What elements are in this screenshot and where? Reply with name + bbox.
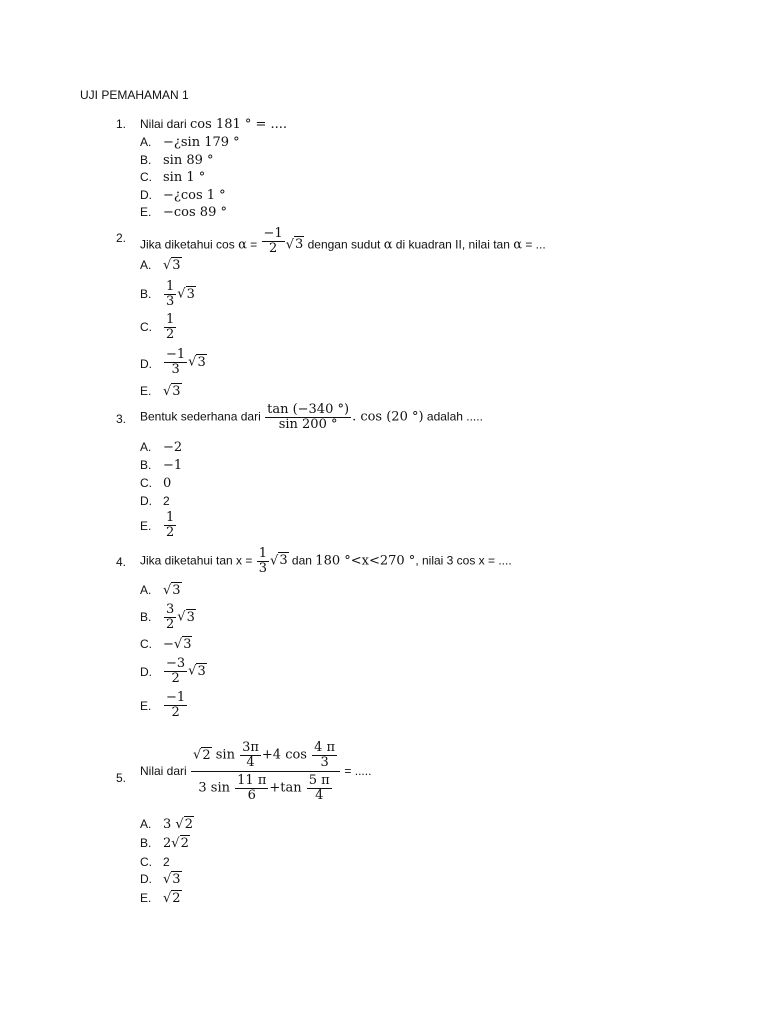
sin-term: 3 sin (198, 780, 230, 796)
option-value: sin 89 ° (163, 153, 214, 168)
option-letter: D. (140, 188, 152, 202)
radicand: 3 (172, 384, 181, 399)
option-letter: C. (140, 637, 152, 651)
option-letter: D. (140, 357, 152, 371)
sqrt-expression: √2 (175, 817, 193, 832)
question-text-segment: Bentuk sederhana dari (140, 409, 265, 424)
option-letter: B. (140, 458, 152, 472)
fraction (262, 227, 285, 255)
sqrt-expression: √3 (188, 663, 206, 679)
sin-function: sin (215, 747, 235, 763)
alpha-symbol: α (513, 237, 522, 253)
coefficient: 2 (163, 836, 172, 851)
option-value: 2 (163, 494, 170, 508)
fraction-numerator: 1 (258, 546, 268, 561)
option-value (163, 637, 192, 652)
fraction-denominator: 2 (166, 616, 175, 632)
question-expression: cos 181 ° = .... (190, 117, 288, 132)
fraction-numerator: −1 (166, 347, 186, 362)
fraction-denominator: 4 (246, 754, 255, 770)
option-letter: E. (140, 384, 152, 398)
fraction-numerator: −3 (166, 656, 186, 671)
question-text-prefix: Nilai dari (140, 117, 191, 131)
option-letter: B. (140, 287, 152, 301)
radicand: 2 (180, 836, 189, 851)
question-text-segment: Jika diketahui tan x = (140, 553, 256, 568)
option-value: √2 (163, 891, 181, 906)
fraction-denominator: 3 (166, 293, 175, 309)
worksheet-title: UJI PEMAHAMAN 1 (80, 88, 189, 102)
option-value (163, 280, 196, 308)
option-letter: E. (140, 519, 152, 533)
fraction-denominator: 4 (315, 787, 324, 803)
option-letter: E. (140, 891, 152, 905)
fraction-numerator: −1 (263, 226, 283, 241)
option-letter: A. (140, 817, 152, 831)
question-number: 5. (116, 771, 127, 785)
option-letter: B. (140, 153, 152, 167)
question-number: 2. (116, 231, 127, 245)
fraction-numerator: 11 π (237, 773, 267, 789)
fraction-denominator: 2 (171, 670, 180, 686)
option-value (163, 691, 188, 719)
compound-numerator (191, 741, 340, 772)
compound-fraction (191, 741, 340, 803)
compound-denominator (191, 772, 340, 802)
option-value: −cos 89 ° (163, 205, 227, 220)
question-text (140, 547, 512, 575)
sqrt-expression: √2 (193, 747, 211, 763)
radicand: 3 (295, 237, 304, 253)
option-letter: A. (140, 583, 152, 597)
sqrt-expression: √3 (188, 354, 206, 370)
fraction-numerator: 5 π (308, 773, 330, 789)
fraction-denominator: 3 (258, 560, 268, 576)
fraction-numerator: 1 (166, 312, 175, 327)
question-number: 1. (116, 117, 127, 131)
option-value: 0 (163, 476, 172, 491)
option-letter: E. (140, 205, 152, 219)
fraction-numerator: 1 (166, 279, 175, 294)
option-value: √3 (163, 872, 181, 887)
radicand: 3 (172, 872, 181, 887)
fraction-numerator: tan (−340 °) (267, 402, 350, 417)
option-value: √3 (163, 583, 181, 598)
fraction-numerator: 3 (166, 602, 175, 617)
option-letter: C. (140, 476, 152, 490)
radicand: 3 (279, 553, 288, 569)
radical-sign: √ (285, 237, 294, 253)
option-letter: A. (140, 135, 152, 149)
option-value (163, 603, 196, 631)
question-text-segment: Nilai dari (140, 763, 191, 778)
option-letter: A. (140, 440, 152, 454)
radicand: 2 (202, 747, 211, 763)
fraction-numerator: −1 (166, 690, 186, 705)
radicand: 3 (186, 286, 195, 302)
fraction (265, 403, 351, 431)
alpha-symbol: α (238, 237, 247, 253)
option-letter: D. (140, 665, 152, 679)
fraction-denominator: 2 (268, 240, 278, 256)
option-value (163, 511, 177, 539)
minus-sign: − (163, 637, 174, 652)
option-letter: A. (140, 258, 152, 272)
sqrt-expression: √3 (177, 286, 195, 302)
fraction (164, 657, 187, 685)
question-text-segment: = ..... (341, 763, 372, 778)
radicand: 3 (172, 258, 181, 273)
question-text-segment: adalah ..... (423, 409, 483, 424)
question-text-segment: dan (288, 553, 316, 568)
question-text (140, 403, 483, 431)
fraction (235, 774, 268, 802)
option-letter: D. (140, 872, 152, 886)
option-value (163, 817, 194, 832)
question-text-segment: Jika diketahui cos (140, 237, 239, 252)
option-value: −¿cos 1 ° (163, 188, 226, 203)
fraction (307, 774, 332, 802)
fraction (257, 547, 269, 575)
question-text (140, 117, 287, 132)
sqrt-expression (286, 236, 305, 252)
radicand: 3 (183, 637, 192, 652)
question-number: 3. (116, 412, 127, 426)
option-letter: B. (140, 610, 152, 624)
option-value (163, 836, 190, 851)
fraction (164, 280, 176, 308)
fraction-denominator: 2 (171, 704, 180, 720)
question-text-segment: = ... (522, 237, 546, 252)
option-value: −2 (163, 440, 183, 455)
fraction (164, 511, 176, 539)
question-number: 4. (116, 555, 127, 569)
question-text (140, 226, 546, 259)
option-value: 2 (163, 855, 170, 869)
sqrt-expression: √2 (171, 836, 189, 851)
radicand: 3 (172, 583, 181, 598)
fraction (164, 691, 187, 719)
sqrt-expression: √3 (177, 609, 195, 625)
option-value (163, 313, 177, 341)
option-value: −1 (163, 458, 183, 473)
question-text (140, 741, 371, 803)
radicand: 3 (197, 663, 206, 679)
plus-cos-term: +4 cos (261, 747, 307, 763)
fraction-denominator: 3 (320, 754, 329, 770)
radicand: 2 (184, 817, 193, 832)
fraction (164, 313, 176, 341)
fraction-numerator: 1 (166, 510, 175, 525)
option-letter: C. (140, 855, 152, 869)
option-letter: B. (140, 836, 152, 850)
option-value: √3 (163, 384, 181, 399)
option-letter: C. (140, 170, 152, 184)
option-value: −¿sin 179 ° (163, 135, 240, 150)
fraction (240, 741, 261, 769)
coefficient: 3 (163, 817, 176, 832)
fraction-denominator: 6 (247, 787, 256, 803)
question-text-segment: , nilai 3 cos x = .... (415, 553, 512, 568)
sqrt-expression: √3 (173, 637, 192, 652)
fraction (164, 603, 176, 631)
fraction-denominator: 3 (171, 361, 180, 377)
plus-tan-term: +tan (269, 780, 302, 796)
radicand: 3 (197, 354, 206, 370)
fraction-denominator: 2 (166, 326, 175, 342)
fraction-numerator: 4 π (314, 740, 336, 755)
radicand: 2 (172, 891, 181, 906)
fraction (312, 741, 337, 769)
fraction-denominator: 2 (166, 524, 175, 540)
option-value (163, 348, 207, 376)
option-letter: D. (140, 494, 152, 508)
fraction (164, 348, 187, 376)
cos-expression: . cos (20 °) (352, 409, 424, 425)
option-value: √3 (163, 258, 181, 273)
question-text-segment: di kuadran II, nilai tan (392, 237, 514, 252)
option-value (163, 657, 207, 685)
fraction-denominator: sin 200 ° (278, 416, 338, 432)
equals-sign: = (246, 237, 261, 252)
option-value: sin 1 ° (163, 170, 206, 185)
fraction-numerator: 3π (242, 740, 259, 755)
range-expression: 180 °<x<270 ° (315, 553, 416, 569)
sqrt-expression: √3 (270, 553, 288, 569)
question-text-segment: dengan sudut (304, 237, 384, 252)
alpha-symbol: α (383, 237, 393, 253)
radicand: 3 (186, 609, 195, 625)
option-letter: C. (140, 320, 152, 334)
option-letter: E. (140, 699, 152, 713)
